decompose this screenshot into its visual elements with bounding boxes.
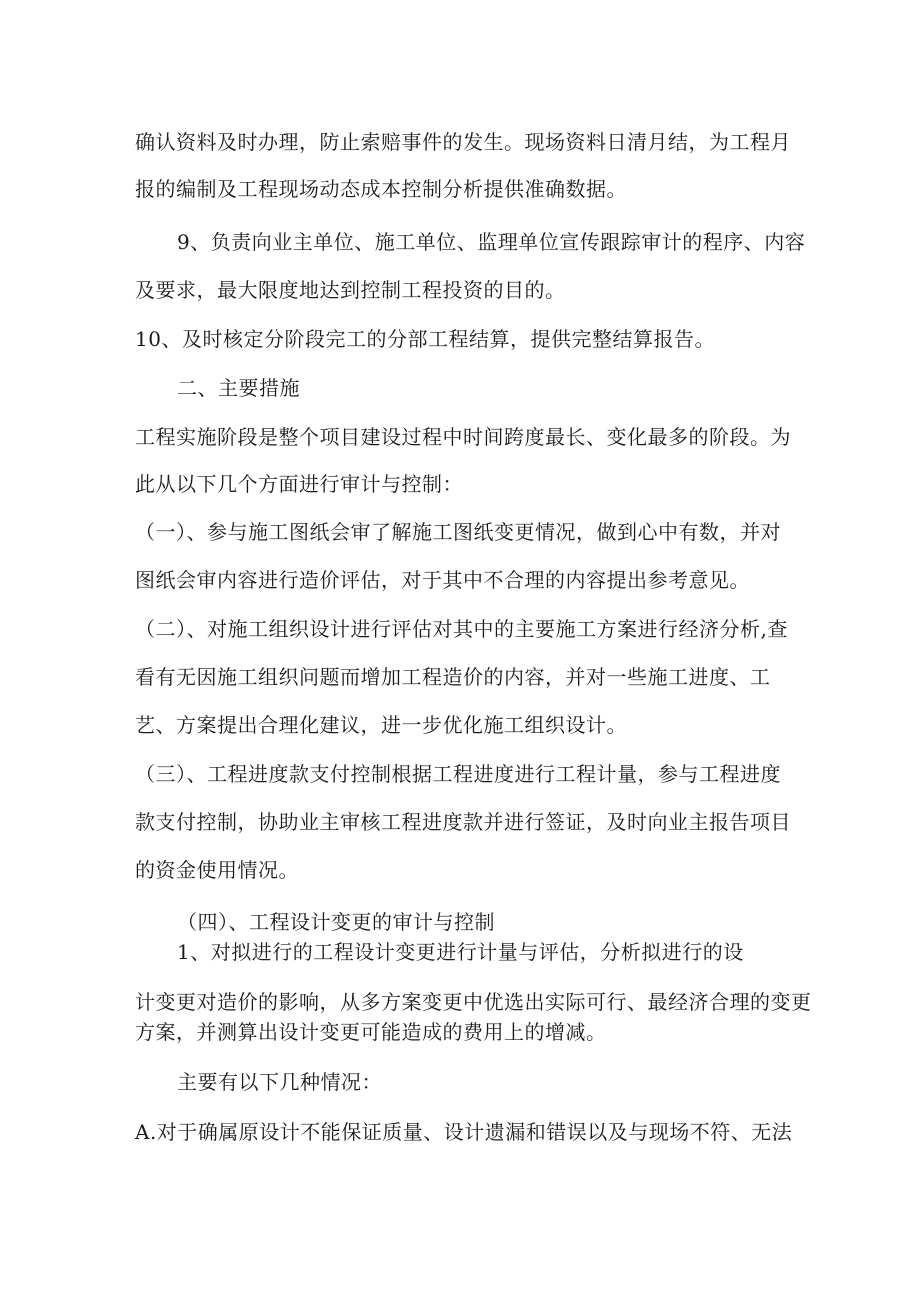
text-line-11: （二）、对施工组织设计进行评估对其中的主要施工方案进行经济分析,查	[135, 617, 788, 641]
section-heading: 二、主要措施	[177, 376, 300, 400]
text-line-16: 的资金使用情况。	[135, 858, 299, 882]
text-line-1: 确认资料及时办理，防止索赔事件的发生。现场资料日清月结，为工程月	[135, 130, 791, 154]
text-line-3: 9、负责向业主单位、施工单位、监理单位宣传跟踪审计的程序、内容	[177, 230, 806, 254]
text-line-8: 此从以下几个方面进行审计与控制：	[135, 472, 463, 496]
text-line-2: 报的编制及工程现场动态成本控制分析提供准确数据。	[135, 177, 627, 201]
text-line-15: 款支付控制，协助业主审核工程进度款并进行签证，及时向业主报告项目	[135, 810, 791, 834]
text-line-19: 计变更对造价的影响，从多方案变更中优选出实际可行、最经济合理的变更	[135, 990, 812, 1014]
text-line-10: 图纸会审内容进行造价评估，对于其中不合理的内容提出参考意见。	[135, 568, 750, 592]
text-line-22: A.对于确属原设计不能保证质量、设计遗漏和错误以及与现场不符、无法	[135, 1120, 793, 1144]
text-line-4: 及要求，最大限度地达到控制工程投资的目的。	[135, 278, 566, 302]
text-line-9: （一）、参与施工图纸会审了解施工图纸变更情况，做到心中有数，并对	[135, 520, 781, 544]
text-line-12: 看有无因施工组织问题而增加工程造价的内容，并对一些施工进度、工	[135, 665, 771, 689]
subsection-heading: （四）、工程设计变更的审计与控制	[177, 910, 495, 934]
text-line-21: 主要有以下几种情况：	[177, 1070, 382, 1094]
text-line-18: 1、对拟进行的工程设计变更进行计量与评估，分析拟进行的设	[177, 940, 744, 964]
text-line-20: 方案，并测算出设计变更可能造成的费用上的增减。	[135, 1020, 607, 1044]
text-line-14: （三）、工程进度款支付控制根据工程进度进行工程计量，参与工程进度	[135, 762, 781, 786]
text-line-13: 艺、方案提出合理化建议，进一步优化施工组织设计。	[135, 713, 627, 737]
text-line-5: 10、及时核定分阶段完工的分部工程结算，提供完整结算报告。	[135, 327, 715, 351]
text-line-7: 工程实施阶段是整个项目建设过程中时间跨度最长、变化最多的阶段。为	[135, 425, 791, 449]
